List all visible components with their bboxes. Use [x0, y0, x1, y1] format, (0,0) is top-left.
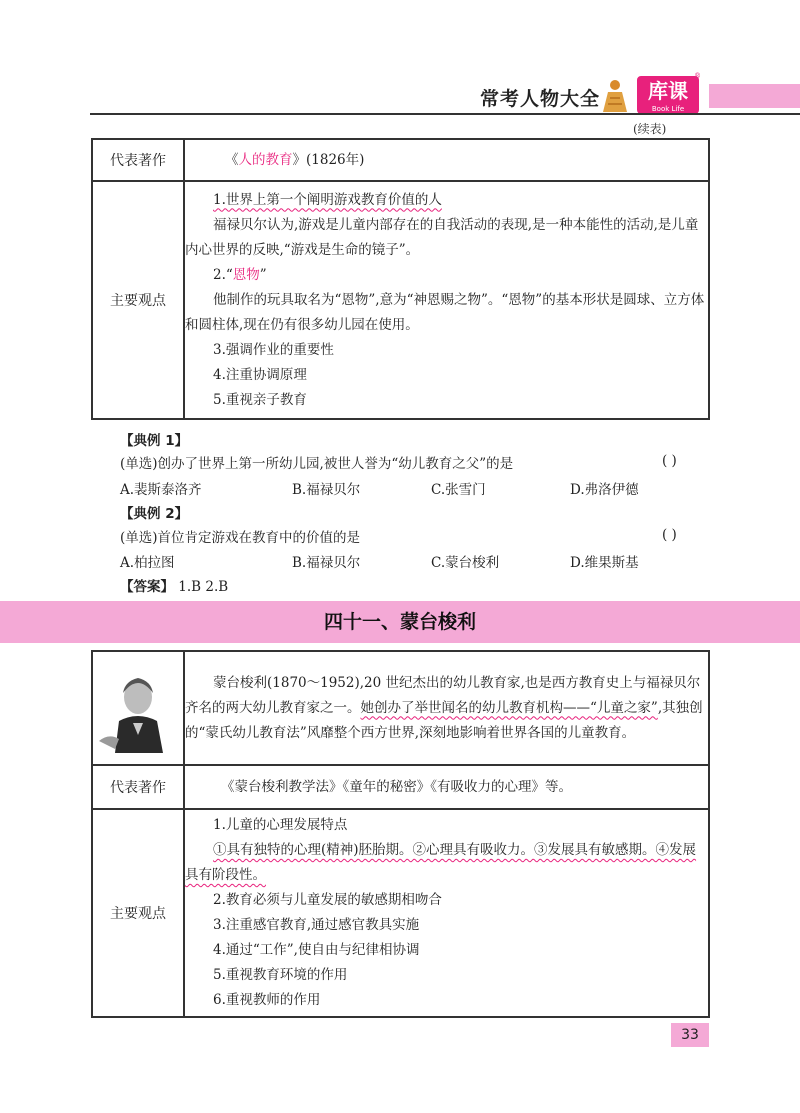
froebel-table: [91, 138, 710, 420]
intro-text: [185, 671, 708, 746]
works-row-2: [92, 765, 709, 809]
point-1-title-text: 1.世界上第一个阐明游戏教育价值的人: [213, 191, 442, 208]
point-1-text: 福禄贝尔认为,游戏是儿童内部存在的自我活动的表现,是一种本能性的活动,是儿童内心世界的反映,“游戏是生命的镜子”。: [185, 216, 699, 258]
view-1-title: 1.儿童的心理发展特点: [213, 817, 348, 833]
answer-line: [120, 576, 228, 598]
example-2-option-d: D.维果斯基: [570, 555, 639, 571]
answer-label: 【答案】: [120, 579, 174, 595]
header-title: 常考人物大全: [480, 88, 601, 110]
works-label: 代表著作: [92, 139, 184, 181]
views-cell-2: [184, 809, 709, 1017]
view-1-text: [185, 838, 708, 888]
answer-text: 1.B 2.B: [178, 579, 229, 595]
intro-part-c: ,其独创的“蒙氏幼儿教育法”风靡整个西方世界,深刻地影响着世界各国的儿童教育。: [185, 699, 703, 741]
views-row-2: [92, 809, 709, 1017]
works-row: [92, 139, 709, 181]
example-1-question: (单选)创办了世界上第一所幼儿园,被世人誉为“幼儿教育之父”的是: [120, 456, 514, 472]
montessori-table: [91, 650, 710, 1018]
intro-part-a: 蒙台梭利(1870～1952),20 世纪杰出的幼儿教育家,也是西方教育史上与福禄贝尔齐名的两大幼儿教育家之一。: [185, 674, 701, 716]
view-4: 4.通过“工作”,使自由与纪律相协调: [213, 942, 420, 958]
intro-row: [92, 651, 709, 765]
example-1-option-c: C.张雪门: [431, 482, 486, 498]
point-2-term: 恩物: [232, 266, 260, 283]
page-number: 33: [671, 1023, 709, 1047]
views-cell: [184, 181, 709, 419]
view-2: 2.教育必须与儿童发展的敏感期相吻合: [213, 892, 442, 908]
works-cell: [184, 139, 709, 181]
works-title: 人的教育: [238, 151, 293, 168]
view-5: 5.重视教育环境的作用: [213, 967, 348, 983]
works-prefix: 《: [225, 151, 239, 168]
views-label-2: 主要观点: [92, 809, 184, 1017]
registered-mark: ®: [694, 72, 701, 80]
brand-name: 库课: [648, 79, 688, 103]
example-2-label: 【典例 2】: [120, 506, 189, 522]
point-2-prefix: 2.“: [213, 266, 233, 283]
point-1-title: [185, 188, 708, 213]
example-2-option-a: A.柏拉图: [120, 555, 175, 571]
section-title: 四十一、蒙台梭利: [0, 601, 800, 643]
figurine-icon: [600, 78, 630, 114]
example-1-option-b: B.福禄贝尔: [292, 482, 361, 498]
portrait-cell: [92, 651, 184, 765]
views-row: [92, 181, 709, 419]
point-2-suffix: ”: [259, 266, 267, 283]
montessori-portrait-image: [93, 663, 183, 753]
intro-part-b: 她创办了举世闻名的幼儿教育机构——“儿童之家”: [360, 699, 658, 716]
example-1-label: 【典例 1】: [120, 433, 189, 449]
header-divider: [90, 113, 800, 115]
view-3: 3.注重感官教育,通过感官教具实施: [213, 917, 420, 933]
example-2-option-c: C.蒙台梭利: [431, 555, 500, 571]
works-suffix: 》(1826年): [292, 151, 365, 168]
page-header: [0, 0, 800, 136]
example-1-answer-blank: ( ): [662, 453, 677, 469]
example-1-option-d: D.弗洛伊德: [570, 482, 639, 498]
header-accent-bar: [709, 84, 800, 108]
works-label-2: 代表著作: [92, 765, 184, 809]
works-cell-2: 《蒙台梭利教学法》《童年的秘密》《有吸收力的心理》等。: [184, 765, 709, 809]
example-1-option-a: A.裴斯泰洛齐: [120, 482, 202, 498]
point-2-title: [185, 263, 708, 288]
continued-note: (续表): [633, 122, 667, 136]
point-4: 4.注重协调原理: [213, 366, 307, 383]
intro-cell: [184, 651, 709, 765]
view-6: 6.重视教师的作用: [213, 992, 321, 1008]
point-2-text: 他制作的玩具取名为“恩物”,意为“神恩赐之物”。“恩物”的基本形状是圆球、立方体和圆柱体,现在仍有很多幼儿园在使用。: [185, 291, 705, 333]
example-2-question: (单选)首位肯定游戏在教育中的价值的是: [120, 530, 361, 546]
example-2-option-b: B.福禄贝尔: [292, 555, 361, 571]
example-2-answer-blank: ( ): [662, 527, 677, 543]
brand-logo: [637, 76, 699, 114]
point-5: 5.重视亲子教育: [213, 391, 307, 408]
point-3: 3.强调作业的重要性: [213, 341, 334, 358]
brand-subtitle: Book Life: [651, 105, 685, 113]
views-label: 主要观点: [92, 181, 184, 419]
view-1-text-span: ①具有独特的心理(精神)胚胎期。②心理具有吸收力。③发展具有敏感期。④发展具有阶段性。: [185, 842, 697, 883]
